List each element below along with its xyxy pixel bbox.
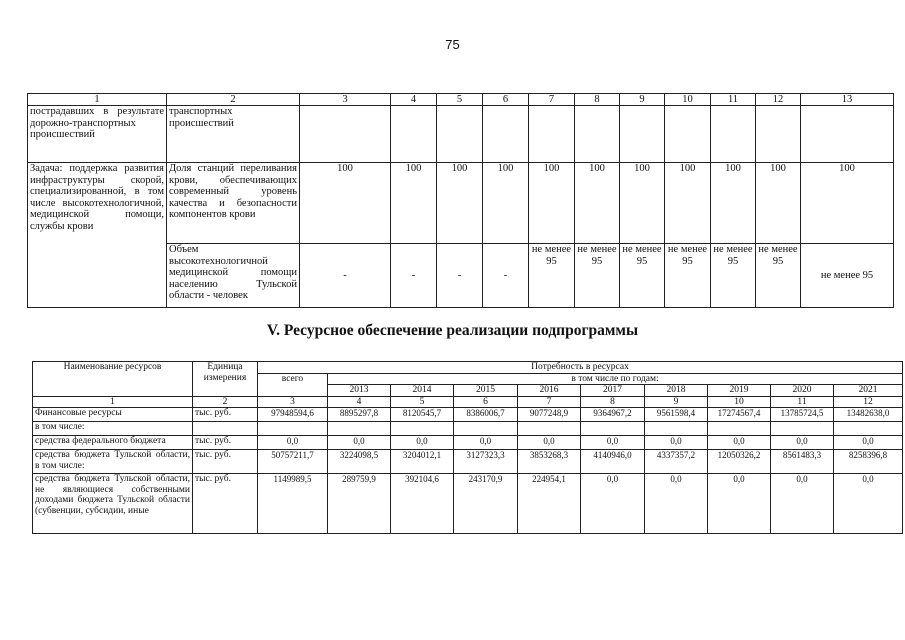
resource-name: Финансовые ресурсы [33,408,193,422]
value-cell: 100 [711,163,756,244]
year-header: 2016 [518,385,581,397]
col-num: 2 [193,396,258,408]
section-title: V. Ресурсное обеспечение реализации подпрограммы [266,322,639,339]
col-num: 3 [300,94,391,106]
year-header: 2014 [391,385,454,397]
value-cell: не менее 95 [529,244,575,308]
header-need: Потребность в ресурсах [258,362,903,374]
value-cell: 8386006,7 [454,408,518,422]
resource-name: средства федерального бюджета [33,436,193,450]
table-row [33,408,903,422]
year-header: 2015 [454,385,518,397]
value-cell: 100 [620,163,665,244]
value-cell: 8258396,8 [834,450,903,474]
value-cell [454,422,518,436]
indicator-name: Объем высокотехнологичной медицинской помощи населению Тульской области - человек [167,244,300,308]
value-cell: 100 [575,163,620,244]
table-row [33,422,903,436]
value-cell: 100 [529,163,575,244]
table-row [33,436,903,450]
value-cell: 0,0 [771,474,834,534]
value-cell: 0,0 [834,436,903,450]
value-cell [258,422,328,436]
value-cell: 8561483,3 [771,450,834,474]
value-cell [834,422,903,436]
unit-cell: тыс. руб. [193,450,258,474]
header-row [33,362,903,374]
col-num: 4 [328,396,391,408]
value-cell: не менее 95 [711,244,756,308]
value-cell: 100 [665,163,711,244]
resource-name: средства бюджета Тульской области, в том числе: [33,450,193,474]
col-num: 12 [756,94,801,106]
col-num: 1 [28,94,167,106]
value-cell [391,422,454,436]
col-num: 8 [581,396,645,408]
value-cell: 0,0 [708,474,771,534]
value-cell: 13785724,5 [771,408,834,422]
year-header: 2013 [328,385,391,397]
value-cell [518,422,581,436]
table-row [28,106,894,163]
col-num: 11 [771,396,834,408]
year-header: 2017 [581,385,645,397]
value-cell: - [391,244,437,308]
value-cell: 8120545,7 [391,408,454,422]
value-cell: 3224098,5 [328,450,391,474]
value-cell: 9364967,2 [581,408,645,422]
value-cell [328,422,391,436]
page-number: 75 [445,37,460,52]
value-cell: 289759,9 [328,474,391,534]
value-cell: 4337357,2 [645,450,708,474]
col-num: 4 [391,94,437,106]
value-cell: 97948594,6 [258,408,328,422]
value-cell: 100 [483,163,529,244]
value-cell: 4140946,0 [581,450,645,474]
value-cell: 3127323,3 [454,450,518,474]
value-cell: 0,0 [391,436,454,450]
table-row [33,450,903,474]
indicator-name: транспортных происшествий [167,106,300,163]
value-cell: 100 [300,163,391,244]
col-num: 10 [708,396,771,408]
value-cell: не менее 95 [575,244,620,308]
col-num: 9 [645,396,708,408]
year-header: 2019 [708,385,771,397]
resource-name: средства бюджета Тульской области, не являющиеся собственными доходами бюджета Тульской области (субвенции, субсидии, иные [33,474,193,534]
unit-cell: тыс. руб. [193,474,258,534]
value-cell: не менее 95 [801,244,894,308]
value-cell: 12050326,2 [708,450,771,474]
table-row [28,163,894,244]
value-cell: 3204012,1 [391,450,454,474]
value-cell: 0,0 [771,436,834,450]
value-cell: 0,0 [645,474,708,534]
value-cell: 0,0 [258,436,328,450]
col-num: 11 [711,94,756,106]
value-cell: 0,0 [645,436,708,450]
value-cell: 50757211,7 [258,450,328,474]
year-header: 2020 [771,385,834,397]
col-num: 8 [575,94,620,106]
value-cell: - [300,244,391,308]
value-cell: 0,0 [328,436,391,450]
col-num: 7 [518,396,581,408]
value-cell: 0,0 [708,436,771,450]
col-num: 5 [391,396,454,408]
header-name: Наименование ресурсов [33,362,193,397]
col-num: 9 [620,94,665,106]
value-cell: 17274567,4 [708,408,771,422]
value-cell: 0,0 [581,474,645,534]
value-cell [581,422,645,436]
value-cell: 100 [437,163,483,244]
column-number-row [28,94,894,106]
col-num: 2 [167,94,300,106]
unit-cell [193,422,258,436]
indicator-name: Доля станций переливания крови, обеспечивающих современный уровень качества и безопасности компонентов крови [167,163,300,244]
value-cell [645,422,708,436]
col-num: 1 [33,396,193,408]
col-num: 3 [258,396,328,408]
table-row [33,474,903,534]
value-cell: 1149989,5 [258,474,328,534]
value-cell [708,422,771,436]
header-total: всего [258,373,328,396]
value-cell: не менее 95 [756,244,801,308]
value-cell: 3853268,3 [518,450,581,474]
col-num: 7 [529,94,575,106]
header-years: в том числе по годам: [328,373,903,385]
value-cell: 100 [756,163,801,244]
value-cell: 0,0 [518,436,581,450]
col-num: 6 [454,396,518,408]
value-cell [771,422,834,436]
col-num: 5 [437,94,483,106]
value-cell: 0,0 [454,436,518,450]
value-cell: не менее 95 [620,244,665,308]
year-header: 2018 [645,385,708,397]
value-cell: - [437,244,483,308]
resource-name: в том числе: [33,422,193,436]
value-cell: 243170,9 [454,474,518,534]
resources-table [32,361,903,534]
value-cell: 224954,1 [518,474,581,534]
value-cell: 9077248,9 [518,408,581,422]
indicators-table [27,93,894,308]
col-num: 10 [665,94,711,106]
column-number-row [33,396,903,408]
value-cell: 9561598,4 [645,408,708,422]
value-cell: 8895297,8 [328,408,391,422]
value-cell: 0,0 [834,474,903,534]
value-cell: - [483,244,529,308]
year-header: 2021 [834,385,903,397]
value-cell: 0,0 [581,436,645,450]
unit-cell: тыс. руб. [193,436,258,450]
value-cell: 13482638,0 [834,408,903,422]
col-num: 13 [801,94,894,106]
header-unit: Единица измерения [193,362,258,397]
value-cell: 100 [801,163,894,244]
value-cell: 100 [391,163,437,244]
col-num: 12 [834,396,903,408]
col-num: 6 [483,94,529,106]
unit-cell: тыс. руб. [193,408,258,422]
row-name: пострадавших в результате дорожно-транспортных происшествий [28,106,167,163]
task-description: Задача: поддержка развития инфраструктуры скорой, специализированной, в том числе высокотехнологичной, медицинской помощи, службы крови [28,163,167,308]
value-cell: не менее 95 [665,244,711,308]
value-cell: 392104,6 [391,474,454,534]
